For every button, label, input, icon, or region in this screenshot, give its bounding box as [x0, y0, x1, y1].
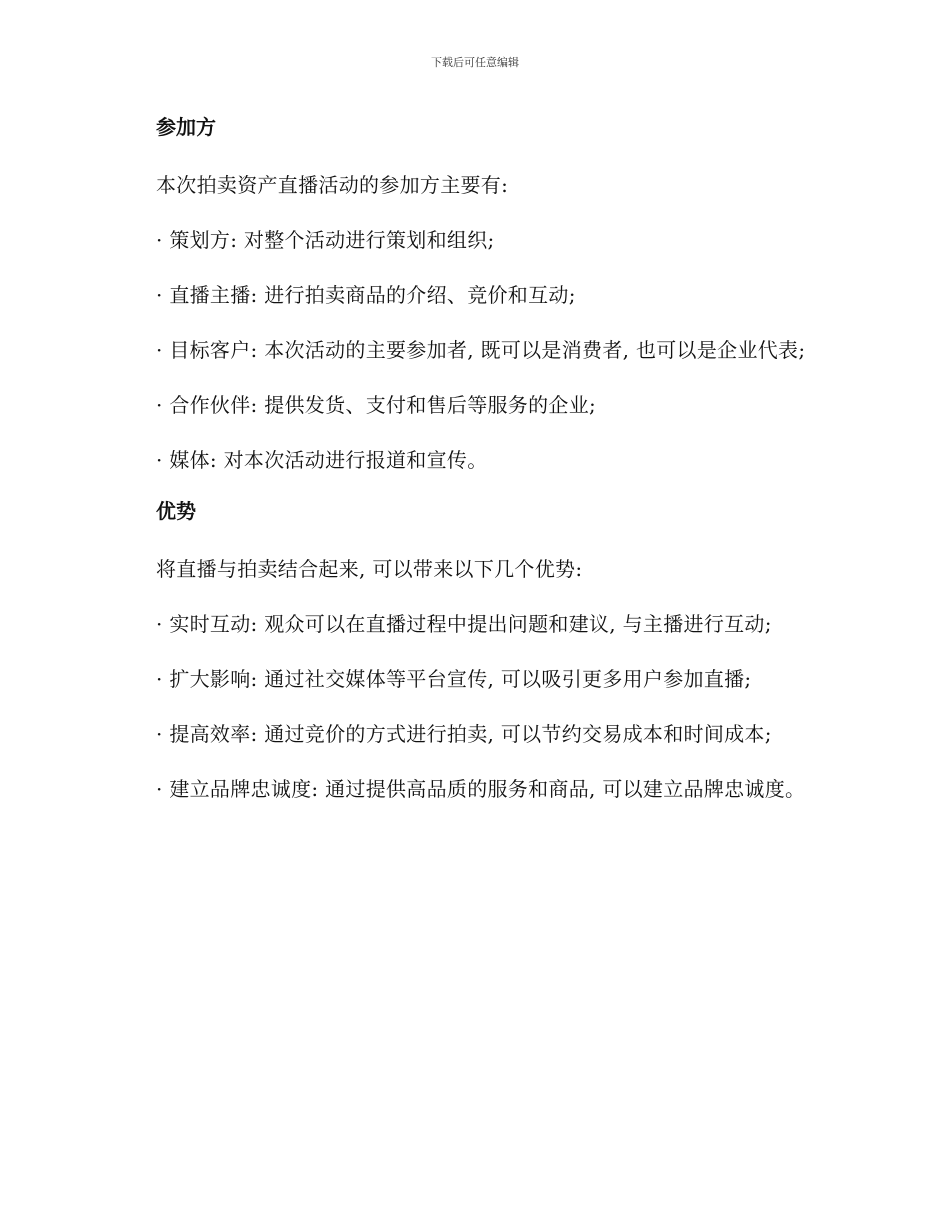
list-item: · 直播主播: 进行拍卖商品的介绍、竞价和互动;	[156, 283, 576, 307]
list-item: · 建立品牌忠诚度: 通过提供高品质的服务和商品, 可以建立品牌忠诚度。	[156, 777, 806, 801]
section-advantages	[112, 494, 824, 811]
list-item: · 策划方: 对整个活动进行策划和组织;	[156, 228, 495, 252]
section-heading: 优势	[156, 499, 196, 523]
paragraph-intro: 将直播与拍卖结合起来, 可以带来以下几个优势:	[156, 557, 583, 581]
section-participants	[112, 110, 824, 482]
document-body	[112, 110, 824, 823]
section-heading: 参加方	[156, 115, 216, 139]
list-item: · 目标客户: 本次活动的主要参加者, 既可以是消费者, 也可以是企业代表;	[156, 338, 806, 362]
page-header: 下载后可任意编辑	[431, 56, 519, 69]
list-item: · 扩大影响: 通过社交媒体等平台宣传, 可以吸引更多用户参加直播;	[156, 667, 752, 691]
paragraph-intro: 本次拍卖资产直播活动的参加方主要有:	[156, 173, 509, 197]
list-item: · 合作伙伴: 提供发货、支付和售后等服务的企业;	[156, 393, 597, 417]
list-item: · 提高效率: 通过竞价的方式进行拍卖, 可以节约交易成本和时间成本;	[156, 722, 772, 746]
list-item: · 媒体: 对本次活动进行报道和宣传。	[156, 448, 488, 472]
list-item: · 实时互动: 观众可以在直播过程中提出问题和建议, 与主播进行互动;	[156, 612, 772, 636]
